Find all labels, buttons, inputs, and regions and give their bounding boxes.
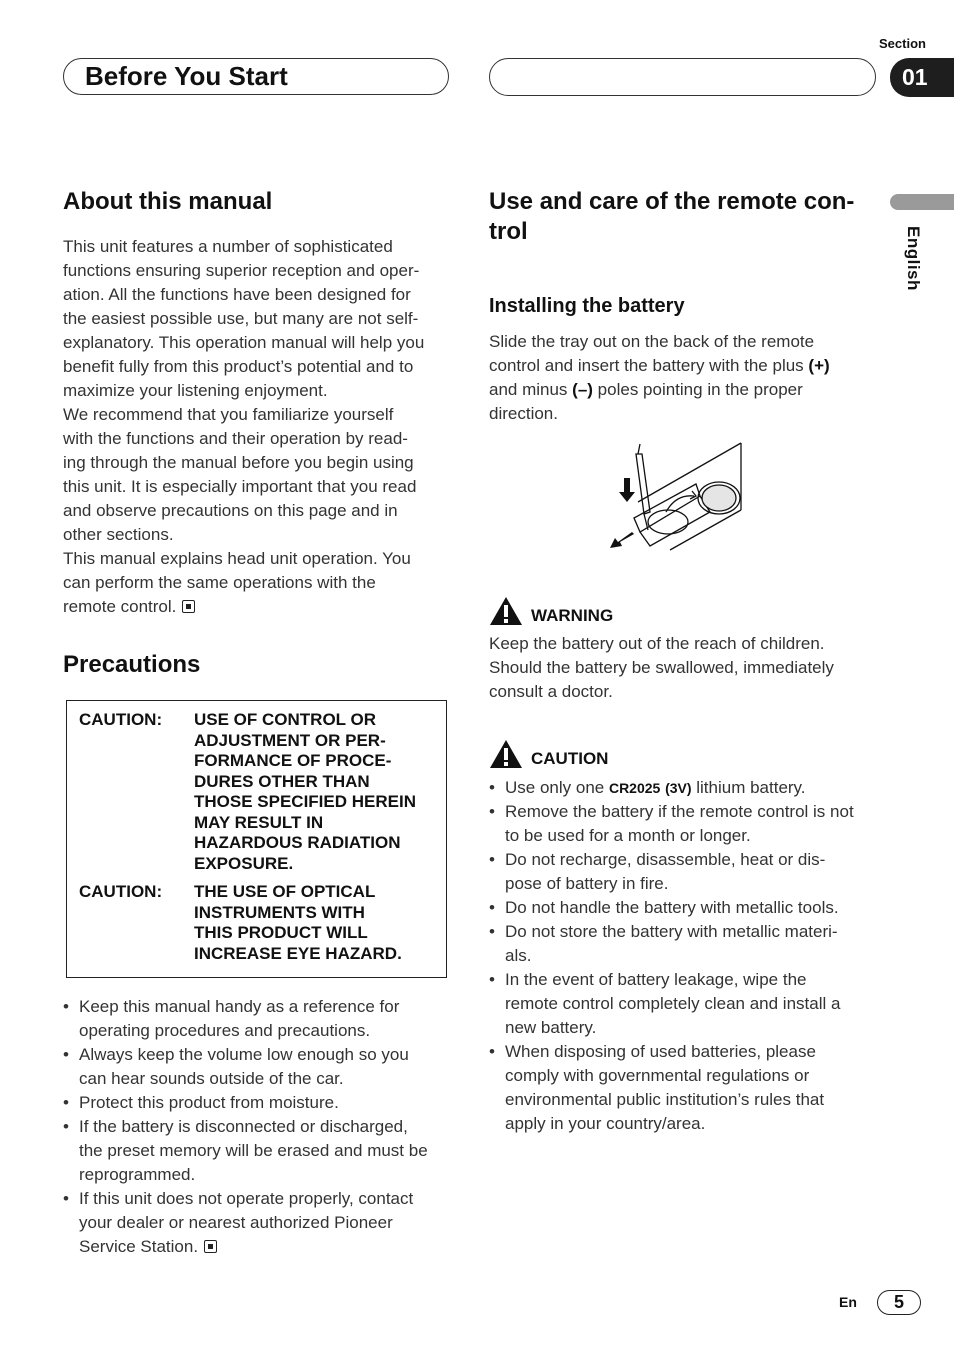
list-item-line: • In the event of battery leakage, wipe the [505,970,807,989]
install-text: control and insert the battery with the plus [489,356,809,375]
about-line: can perform the same operations with the [63,573,376,592]
list-item-text: Use only one [505,778,609,797]
caution-box-text [194,882,439,964]
list-item [489,848,884,896]
battery-tray-illustration [610,440,745,552]
language-tab-label: English [904,226,923,291]
list-item-line: • Keep this manual handy as a reference for [79,997,400,1016]
footer-language: En [839,1294,857,1310]
list-item-line: • If the battery is disconnected or discharged, [79,1117,408,1136]
list-item [489,968,884,1040]
about-line: This manual explains head unit operation. You [63,549,411,568]
list-item-line: new battery. [505,1018,597,1037]
page-number: 5 [877,1290,921,1315]
about-line: explanatory. This operation manual will help you [63,333,425,352]
list-item-line: • Always keep the volume low enough so you [79,1045,409,1064]
about-heading: About this manual [63,188,273,215]
about-line: benefit fully from this product’s potential and to [63,357,414,376]
caution-line: ADJUSTMENT OR PER- [194,730,386,750]
warning-line: consult a doctor. [489,682,613,701]
about-body [63,235,458,619]
about-line: and observe precautions on this page and in [63,501,398,520]
section-number-badge: 01 [890,58,954,97]
list-item-line: • If this unit does not operate properly, contact [79,1189,414,1208]
list-item-text: lithium battery. [691,778,806,797]
about-line-last [63,595,458,619]
battery-model: CR2025 [608,780,661,796]
precautions-heading: Precautions [63,651,201,678]
list-item-line: • Remove the battery if the remote control is not [505,802,854,821]
end-mark-icon [182,600,195,613]
about-line: other sections. [63,525,174,544]
about-line: the easiest possible use, but many are not self- [63,309,419,328]
minus-symbol: (–) [572,380,593,399]
page-title: Before You Start [85,61,288,91]
list-item-line: remote control completely clean and install a [505,994,841,1013]
caution-line: INCREASE EYE HAZARD. [194,943,402,963]
caution-box-text [194,710,439,874]
list-item [489,1040,884,1136]
caution-line: THIS PRODUCT WILL [194,923,368,942]
install-line: Slide the tray out on the back of the remote [489,332,815,351]
remote-heading [489,187,869,247]
list-item [63,1115,458,1187]
warning-heading [489,596,613,626]
list-item [489,776,884,800]
caution-line: HAZARDOUS RADIATION [194,833,401,852]
list-item-line: reprogrammed. [79,1165,196,1184]
caution-box [66,700,447,978]
blank-header-frame [489,58,876,96]
about-line: functions ensuring superior reception and oper- [63,261,420,280]
list-item [63,1187,458,1259]
caution-line: DURES OTHER THAN [194,771,370,791]
list-item-line: environmental public institution’s rules that [505,1090,825,1109]
title-frame [63,58,449,95]
list-item [63,995,458,1043]
warning-line: Keep the battery out of the reach of children. [489,634,825,653]
list-item-line: operating procedures and precautions. [79,1021,371,1040]
install-text: and minus [489,380,573,399]
list-item-line: Service Station. [79,1237,199,1256]
list-item [489,800,884,848]
install-line [489,354,879,378]
list-item [63,1043,458,1091]
list-item-line: the preset memory will be erased and must be [79,1141,428,1160]
caution-list [489,776,884,1136]
caution-heading [489,739,608,769]
caution-line: INSTRUMENTS WITH [194,902,365,922]
caution-box-label: CAUTION: [79,882,163,901]
list-item-line: pose of battery in fire. [505,874,669,893]
list-item-line: • Do not handle the battery with metallic tools. [505,898,839,917]
list-item-line: als. [505,946,532,965]
caution-line: FORMANCE OF PROCE- [194,751,392,770]
about-line: this unit. It is especially important that you read [63,477,417,496]
about-line: ation. All the functions have been designed for [63,285,411,304]
warning-line: Should the battery be swallowed, immediately [489,658,834,677]
about-line: maximize your listening enjoyment. [63,381,328,400]
about-line: We recommend that you familiarize yourself [63,405,394,424]
caution-line: THOSE SPECIFIED HEREIN [194,792,416,811]
list-item [489,896,884,920]
list-item-line: can hear sounds outside of the car. [79,1069,344,1088]
warning-label: WARNING [531,606,614,625]
section-label: Section [879,36,926,51]
list-item-line: your dealer or nearest authorized Pioneer [79,1213,393,1232]
caution-line: THE USE OF OPTICAL [194,882,376,901]
installing-heading: Installing the battery [489,295,685,317]
list-item [489,920,884,968]
caution-line: EXPOSURE. [194,853,294,873]
list-item-line: comply with governmental regulations or [505,1066,810,1085]
caution-line: MAY RESULT IN [194,812,324,832]
caution-label: CAUTION [531,749,609,768]
about-line: with the functions and their operation by read- [63,429,408,448]
list-item-line-last [79,1235,458,1259]
about-line: ing through the manual before you begin using [63,453,414,472]
list-item-line: apply in your country/area. [505,1114,706,1133]
list-item-line: to be used for a month or longer. [505,826,751,845]
remote-heading-line: trol [489,218,528,245]
caution-line: USE OF CONTROL OR [194,710,376,729]
precautions-list [63,995,458,1259]
end-mark-icon [204,1240,217,1253]
install-line: direction. [489,404,558,423]
caution-triangle-icon [489,739,523,769]
warning-body [489,632,879,704]
battery-voltage: (3V) [665,780,692,796]
list-item-line: • Do not recharge, disassemble, heat or dis- [505,850,826,869]
list-item-line: • When disposing of used batteries, please [505,1042,816,1061]
language-tab-bar [890,194,954,210]
list-item-line: • Do not store the battery with metallic materi- [505,922,838,941]
install-line [489,378,879,402]
about-line: remote control. [63,597,177,616]
plus-symbol: (+) [808,356,830,375]
list-item [63,1091,458,1115]
about-line: This unit features a number of sophisticated [63,237,393,256]
list-item-line: • Protect this product from moisture. [79,1093,339,1112]
remote-heading-line: Use and care of the remote con- [489,188,855,215]
install-body [489,330,879,426]
caution-box-label: CAUTION: [79,710,163,729]
install-text: poles pointing in the proper [592,380,803,399]
warning-triangle-icon [489,596,523,626]
